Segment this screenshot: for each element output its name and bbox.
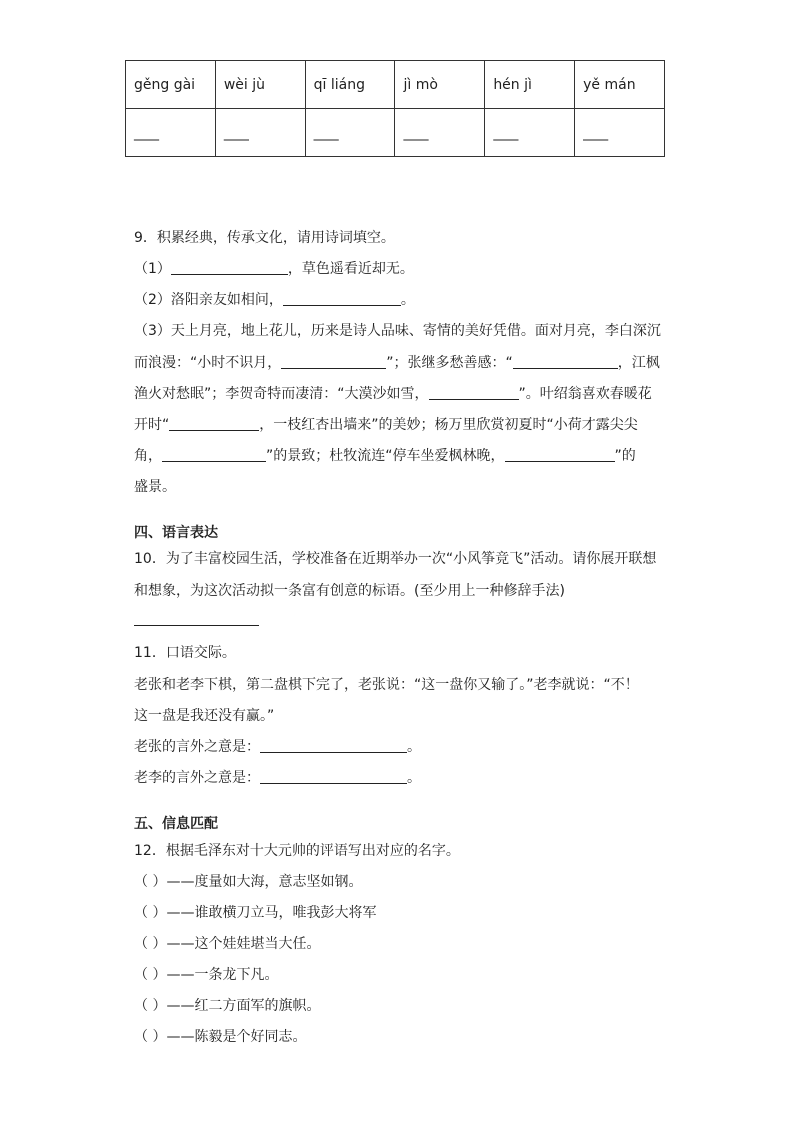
q10-line1: 10．为了丰富校园生活，学校准备在近期举办一次“小风筝竞飞”活动。请你展开联想 (134, 551, 657, 567)
pinyin-cell: hén jì (485, 61, 575, 109)
q9-text: 而浪漫：“小时不识月， (134, 355, 282, 371)
pinyin-cell: gěng gài (126, 61, 216, 109)
q9-stem: 9．积累经典，传承文化，请用诗词填空。 (134, 230, 395, 246)
q11-line1: 老张和老李下棋，第二盘棋下完了，老张说：“这一盘你又输了。”老李就说：“不！ (134, 677, 639, 693)
section5-heading: 五、信息匹配 (134, 816, 218, 832)
fill-blank[interactable] (281, 354, 386, 369)
q9-part3-line2 (134, 352, 660, 372)
fill-blank[interactable] (429, 385, 519, 400)
q12-item: （ ）——这个娃娃堪当大任。 (134, 936, 321, 952)
q9-part3-line3 (134, 383, 652, 403)
fill-blank[interactable] (171, 260, 288, 275)
q9-part2-text: （2）洛阳亲友如相问， (134, 292, 283, 308)
q10-answer-line[interactable] (134, 625, 259, 626)
pinyin-table (125, 60, 665, 157)
q9-part2-end: 。 (400, 292, 415, 308)
q9-part3-line1: （3）天上月亮，地上花儿，历来是诗人品味、寄情的美好凭借。面对月亮，李白深沉 (134, 323, 661, 339)
q9-part3-line6: 盛景。 (134, 479, 176, 495)
q9-text: 开时“ (134, 417, 170, 433)
pinyin-cell: jì mò (395, 61, 485, 109)
q11-prompt: 老张的言外之意是： (134, 739, 260, 755)
fill-blank[interactable] (283, 291, 401, 306)
q9-part1 (134, 258, 414, 278)
q9-text: ，一枝红杏出墙来”的美妙；杨万里欣赏初夏时“小荷才露尖尖 (259, 417, 638, 433)
q9-part3-line4 (134, 414, 638, 434)
q11-stem: 11．口语交际。 (134, 645, 236, 661)
q12-item: （ ）——度量如大海，意志坚如钢。 (134, 874, 363, 890)
q12-item: （ ）——谁敢横刀立马，唯我彭大将军 (134, 905, 377, 921)
pinyin-cell: yě mán (575, 61, 665, 109)
answer-row (126, 109, 665, 157)
section4-heading: 四、语言表达 (134, 525, 218, 541)
answer-blank[interactable]: ____ (575, 109, 665, 157)
q11-end: 。 (407, 739, 421, 755)
pinyin-cell: wèi jù (215, 61, 305, 109)
q11-answer2 (134, 767, 421, 787)
q12-item: （ ）——一条龙下凡。 (134, 967, 279, 983)
q12-stem: 12．根据毛泽东对十大元帅的评语写出对应的名字。 (134, 843, 460, 859)
fill-blank[interactable] (169, 416, 259, 431)
answer-blank[interactable]: ____ (305, 109, 395, 157)
q9-text: 渔火对愁眠”；李贺奇特而凄清：“大漠沙如雪， (134, 386, 429, 402)
q9-text: ”。叶绍翁喜欢春暖花 (518, 386, 652, 402)
q9-text: ”的景致；杜牧流连“停车坐爱枫林晚， (266, 448, 505, 464)
q9-part3-line5 (134, 445, 636, 465)
q9-text: ，江枫 (617, 355, 660, 371)
q12-item: （ ）——红二方面军的旗帜。 (134, 998, 321, 1014)
answer-blank[interactable]: ____ (215, 109, 305, 157)
q10-line2: 和想象，为这次活动拟一条富有创意的标语。(至少用上一种修辞手法) (134, 583, 565, 599)
pinyin-row (126, 61, 665, 109)
answer-blank[interactable]: ____ (485, 109, 575, 157)
fill-blank[interactable] (260, 769, 407, 784)
fill-blank[interactable] (505, 447, 615, 462)
answer-blank[interactable]: ____ (126, 109, 216, 157)
pinyin-cell: qī liáng (305, 61, 395, 109)
fill-blank[interactable] (260, 738, 407, 753)
q9-text: 角， (134, 448, 162, 464)
q9-part1-num: （1） (134, 261, 171, 277)
q9-text: ”的 (614, 448, 636, 464)
q11-prompt: 老李的言外之意是： (134, 770, 260, 786)
answer-blank[interactable]: ____ (395, 109, 485, 157)
q12-item: （ ）——陈毅是个好同志。 (134, 1029, 307, 1045)
fill-blank[interactable] (513, 354, 618, 369)
q11-answer1 (134, 736, 421, 756)
q9-part2 (134, 289, 415, 309)
q9-text: ”；张继多愁善感：“ (386, 355, 513, 371)
q9-part1-text: ，草色遥看近却无。 (287, 261, 414, 277)
fill-blank[interactable] (162, 447, 266, 462)
q11-end: 。 (407, 770, 421, 786)
q11-line2: 这一盘是我还没有赢。” (134, 708, 275, 724)
